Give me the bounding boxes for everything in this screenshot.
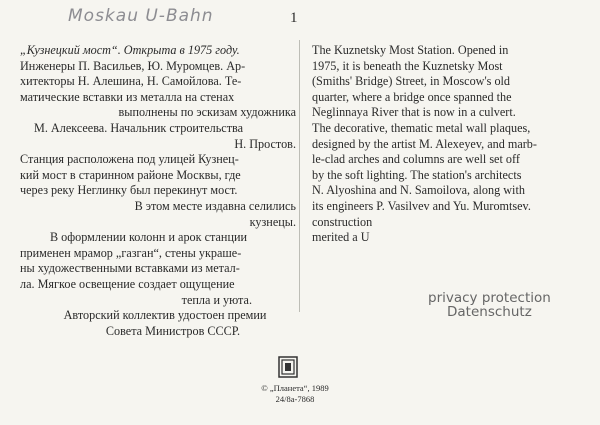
- page-number: 1: [290, 10, 298, 26]
- ru-line-15: ны художественными вставками из метал-: [20, 261, 240, 276]
- en-line-13: merited a U: [312, 230, 370, 245]
- en-line-10: N. Alyoshina and N. Samoilova, along with: [312, 183, 525, 198]
- ru-line-6: М. Алексеева. Начальник строительства: [34, 120, 244, 135]
- ru-line-13: В оформлении колонн и арок станции: [50, 230, 248, 245]
- en-line-11: its engineers P. Vasilvev and Yu. Muromtsev.: [312, 198, 531, 213]
- ru-line-18: Авторский коллектив удостоен премии: [63, 308, 267, 323]
- en-line-5: Neglinnaya River that is now in a culvert.: [312, 105, 516, 120]
- english-text-column: [312, 43, 584, 246]
- publisher-imprint: [230, 383, 360, 405]
- en-line-7: designed by the artist M. Alexeyev, and marb-: [312, 136, 537, 151]
- ru-line-17: тепла и уюта.: [181, 292, 252, 307]
- imprint-copyright: © „Планета“, 1989: [261, 383, 329, 393]
- ru-line-9: кий мост в старинном районе Москвы, где: [20, 167, 241, 182]
- privacy-watermark: [428, 291, 551, 319]
- ru-line-12: кузнецы.: [249, 214, 296, 229]
- en-line-6: The decorative, thematic metal wall plaques,: [312, 120, 531, 135]
- ru-line-1: „Кузнецкий мост“. Открыта в 1975 году.: [20, 43, 240, 57]
- ru-line-5: выполнены по эскизам художника: [118, 105, 296, 120]
- ru-line-11: В этом месте издавна селились: [134, 198, 296, 213]
- en-line-3: (Smiths' Bridge) Street, in Moscow's old: [312, 74, 511, 89]
- privacy-line-2: Datenschutz: [447, 304, 532, 320]
- russian-text-column: [20, 43, 296, 339]
- ru-line-14: применен мрамор „газган“, стены украше-: [20, 245, 242, 260]
- ru-line-7: Н. Простов.: [234, 136, 296, 151]
- en-line-12: construction: [312, 214, 373, 229]
- imprint-code: 24/8а-7868: [275, 394, 315, 404]
- en-line-8: le-clad arches and columns are well set off: [312, 152, 520, 167]
- ru-line-10: через реку Неглинку был перекинут мост.: [20, 183, 238, 198]
- ru-line-16: ла. Мягкое освещение создает ощущение: [20, 276, 235, 291]
- ru-line-4: матические вставки из металла на стенах: [20, 89, 235, 104]
- column-divider: [299, 40, 300, 312]
- ru-line-3: хитекторы Н. Алешина, Н. Самойлова. Те-: [20, 74, 242, 89]
- ru-line-8: Станция расположена под улицей Кузнец-: [20, 152, 239, 167]
- publisher-logo-icon: [278, 356, 298, 378]
- ru-line-19: Совета Министров СССР.: [105, 323, 241, 338]
- en-line-9: by the soft lighting. The station's architects: [312, 167, 522, 182]
- en-line-1: The Kuznetsky Most Station. Opened in: [312, 43, 509, 57]
- privacy-line-1: privacy protection: [428, 290, 551, 306]
- en-line-2: 1975, it is beneath the Kuznetsky Most: [312, 58, 503, 73]
- ru-line-2: Инженеры П. Васильев, Ю. Муромцев. Ар-: [20, 58, 246, 73]
- en-line-4: quarter, where a bridge once spanned the: [312, 89, 512, 104]
- handwritten-note: Moskau U-Bahn: [68, 6, 214, 26]
